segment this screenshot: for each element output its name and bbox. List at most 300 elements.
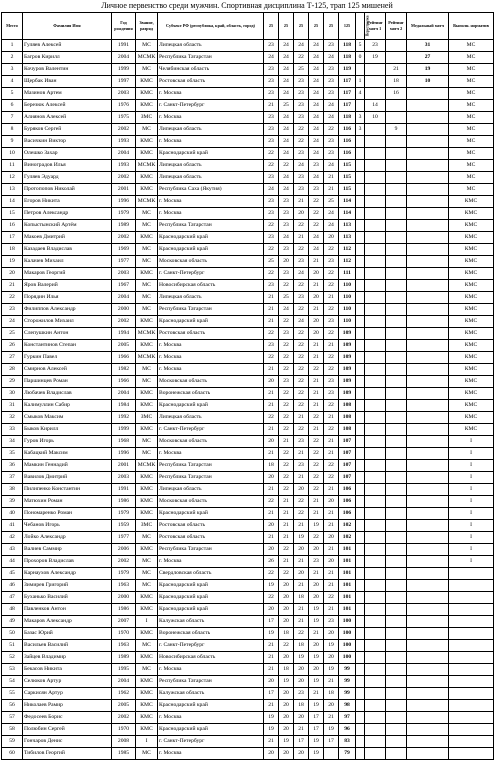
cell-series-2: 22 bbox=[279, 340, 294, 352]
cell-shootoff bbox=[356, 676, 365, 688]
cell-series-5: 20 bbox=[324, 532, 339, 544]
cell-series-1: 23 bbox=[264, 208, 279, 220]
cell-series-5: 24 bbox=[324, 112, 339, 124]
cell-medal-match bbox=[407, 196, 449, 208]
cell-norm bbox=[449, 676, 494, 688]
cell-shootoff bbox=[356, 400, 365, 412]
cell-rating-match-2 bbox=[386, 112, 407, 124]
cell-shootoff bbox=[356, 700, 365, 712]
cell-rating-match-2 bbox=[386, 520, 407, 532]
cell-year: 1968 bbox=[112, 436, 136, 448]
cell-total: 106 bbox=[339, 508, 356, 520]
cell-rank: МС bbox=[136, 292, 158, 304]
table-row bbox=[2, 688, 494, 700]
cell-rank: КМС bbox=[136, 508, 158, 520]
cell-rating-match-1 bbox=[365, 472, 386, 484]
cell-rank: МСМК bbox=[136, 52, 158, 64]
cell-rank: МС bbox=[136, 280, 158, 292]
cell-series-1: 19 bbox=[264, 712, 279, 724]
cell-series-3: 20 bbox=[294, 568, 309, 580]
cell-norm bbox=[449, 640, 494, 652]
cell-series-3: 22 bbox=[294, 424, 309, 436]
cell-rank: КМС bbox=[136, 700, 158, 712]
cell-total: 109 bbox=[339, 352, 356, 364]
cell-norm: МС bbox=[449, 88, 494, 100]
cell-total: 115 bbox=[339, 184, 356, 196]
cell-total: 117 bbox=[339, 76, 356, 88]
cell-series-2: 24 bbox=[279, 88, 294, 100]
cell-series-3: 20 bbox=[294, 544, 309, 556]
cell-shootoff bbox=[356, 256, 365, 268]
table-row bbox=[2, 412, 494, 424]
cell-year: 1993 bbox=[112, 136, 136, 148]
cell-series-4: 21 bbox=[309, 340, 324, 352]
cell-rank: МС bbox=[136, 220, 158, 232]
cell-shootoff bbox=[356, 604, 365, 616]
cell-norm bbox=[449, 748, 494, 760]
cell-series-4: 21 bbox=[309, 568, 324, 580]
table-row bbox=[2, 400, 494, 412]
cell-year: 1977 bbox=[112, 256, 136, 268]
cell-rating-match-2 bbox=[386, 268, 407, 280]
table-row bbox=[2, 700, 494, 712]
cell-series-1: 19 bbox=[264, 724, 279, 736]
cell-rank: МСМК bbox=[136, 352, 158, 364]
cell-series-3: 21 bbox=[294, 604, 309, 616]
cell-region: Краснодарский край bbox=[158, 508, 264, 520]
cell-name: Виноградов Илья bbox=[23, 160, 112, 172]
cell-series-5: 21 bbox=[324, 712, 339, 724]
cell-norm: I bbox=[449, 496, 494, 508]
cell-total: 101 bbox=[339, 592, 356, 604]
cell-series-1: 21 bbox=[264, 304, 279, 316]
cell-rating-match-1 bbox=[365, 748, 386, 760]
cell-series-5: 21 bbox=[324, 568, 339, 580]
table-row bbox=[2, 568, 494, 580]
cell-norm: МС bbox=[449, 184, 494, 196]
cell-shootoff bbox=[356, 376, 365, 388]
cell-norm: КМС bbox=[449, 388, 494, 400]
cell-rating-match-2 bbox=[386, 556, 407, 568]
cell-region: Краснодарский край bbox=[158, 232, 264, 244]
cell-medal-match bbox=[407, 412, 449, 424]
cell-region: Республика Татарстан bbox=[158, 304, 264, 316]
cell-series-2: 22 bbox=[279, 424, 294, 436]
cell-region: Липецкая область bbox=[158, 124, 264, 136]
cell-total: 109 bbox=[339, 364, 356, 376]
cell-place: 36 bbox=[2, 460, 23, 472]
cell-region: Ростовская область bbox=[158, 76, 264, 88]
cell-series-1: 17 bbox=[264, 688, 279, 700]
cell-series-5: 21 bbox=[324, 520, 339, 532]
cell-rank: КМС bbox=[136, 148, 158, 160]
cell-total: 118 bbox=[339, 52, 356, 64]
cell-region: Свердловская область bbox=[158, 568, 264, 580]
table-row bbox=[2, 448, 494, 460]
cell-rating-match-1 bbox=[365, 412, 386, 424]
table-row bbox=[2, 676, 494, 688]
cell-medal-match bbox=[407, 172, 449, 184]
cell-region: Московская область bbox=[158, 256, 264, 268]
cell-year: 1975 bbox=[112, 112, 136, 124]
cell-series-4: 22 bbox=[309, 448, 324, 460]
cell-total: 106 bbox=[339, 484, 356, 496]
cell-series-1: 23 bbox=[264, 136, 279, 148]
cell-series-1: 21 bbox=[264, 736, 279, 748]
table-row bbox=[2, 268, 494, 280]
table-row bbox=[2, 436, 494, 448]
cell-name: Пилипенко Константин bbox=[23, 484, 112, 496]
cell-series-2: 20 bbox=[279, 724, 294, 736]
cell-rating-match-1 bbox=[365, 172, 386, 184]
cell-rank: МС bbox=[136, 580, 158, 592]
cell-series-4: 19 bbox=[309, 748, 324, 760]
cell-region: Краснодарский край bbox=[158, 700, 264, 712]
cell-place: 39 bbox=[2, 496, 23, 508]
cell-rating-match-1 bbox=[365, 124, 386, 136]
cell-rating-match-1 bbox=[365, 628, 386, 640]
cell-shootoff bbox=[356, 316, 365, 328]
cell-region: Краснодарский край bbox=[158, 316, 264, 328]
cell-region: г. Москва bbox=[158, 88, 264, 100]
cell-medal-match bbox=[407, 688, 449, 700]
cell-shootoff: 1 bbox=[356, 76, 365, 88]
cell-series-2: 22 bbox=[279, 316, 294, 328]
cell-rank: МС bbox=[136, 64, 158, 76]
cell-region: Воронежская область bbox=[158, 388, 264, 400]
cell-series-4: 22 bbox=[309, 364, 324, 376]
cell-norm bbox=[449, 568, 494, 580]
cell-rank: КМС bbox=[136, 724, 158, 736]
cell-total: 115 bbox=[339, 160, 356, 172]
cell-series-2: 20 bbox=[279, 592, 294, 604]
cell-rating-match-2 bbox=[386, 352, 407, 364]
cell-series-1: 21 bbox=[264, 700, 279, 712]
cell-rating-match-1 bbox=[365, 232, 386, 244]
cell-medal-match bbox=[407, 184, 449, 196]
cell-medal-match bbox=[407, 292, 449, 304]
cell-series-4: 21 bbox=[309, 388, 324, 400]
table-row bbox=[2, 388, 494, 400]
cell-place: 13 bbox=[2, 184, 23, 196]
cell-series-2: 24 bbox=[279, 40, 294, 52]
cell-rating-match-1 bbox=[365, 328, 386, 340]
cell-series-2: 23 bbox=[279, 244, 294, 256]
cell-norm: I bbox=[449, 472, 494, 484]
cell-series-4: 24 bbox=[309, 100, 324, 112]
cell-total: 109 bbox=[339, 328, 356, 340]
cell-name: Федосеев Борис bbox=[23, 712, 112, 724]
cell-shootoff bbox=[356, 496, 365, 508]
cell-series-1: 22 bbox=[264, 568, 279, 580]
cell-medal-match bbox=[407, 460, 449, 472]
cell-series-4: 24 bbox=[309, 232, 324, 244]
cell-year: 2003 bbox=[112, 268, 136, 280]
cell-rating-match-2 bbox=[386, 220, 407, 232]
cell-series-4: 22 bbox=[309, 472, 324, 484]
cell-name: Карнаухов Александр bbox=[23, 568, 112, 580]
cell-series-3: 24 bbox=[294, 40, 309, 52]
cell-rating-match-1 bbox=[365, 364, 386, 376]
cell-rank: МСМК bbox=[136, 196, 158, 208]
cell-series-2: 21 bbox=[279, 556, 294, 568]
cell-series-5: 22 bbox=[324, 280, 339, 292]
cell-region: Новосибирская область bbox=[158, 652, 264, 664]
cell-region: Республика Татарстан bbox=[158, 460, 264, 472]
cell-place: 35 bbox=[2, 448, 23, 460]
cell-region: г. Москва bbox=[158, 196, 264, 208]
cell-name: Протопопов Николай bbox=[23, 184, 112, 196]
cell-rank: КМС bbox=[136, 424, 158, 436]
table-row bbox=[2, 532, 494, 544]
cell-series-3: 23 bbox=[294, 148, 309, 160]
cell-total: 110 bbox=[339, 316, 356, 328]
cell-series-4: 21 bbox=[309, 496, 324, 508]
cell-rating-match-1: 23 bbox=[365, 40, 386, 52]
cell-rating-match-1 bbox=[365, 580, 386, 592]
cell-shootoff bbox=[356, 304, 365, 316]
table-row bbox=[2, 160, 494, 172]
cell-place: 33 bbox=[2, 424, 23, 436]
cell-series-1: 17 bbox=[264, 616, 279, 628]
cell-series-1: 18 bbox=[264, 460, 279, 472]
cell-series-2: 20 bbox=[279, 700, 294, 712]
cell-year: 1976 bbox=[112, 100, 136, 112]
cell-year: 1966 bbox=[112, 376, 136, 388]
cell-medal-match bbox=[407, 304, 449, 316]
cell-region: Республика Татарстан bbox=[158, 544, 264, 556]
cell-rating-match-1 bbox=[365, 316, 386, 328]
cell-norm bbox=[449, 700, 494, 712]
cell-year: 1994 bbox=[112, 328, 136, 340]
cell-series-1: 21 bbox=[264, 640, 279, 652]
cell-shootoff bbox=[356, 448, 365, 460]
cell-name: Порядин Илья bbox=[23, 292, 112, 304]
cell-year: 1967 bbox=[112, 280, 136, 292]
cell-region: Ростовская область bbox=[158, 328, 264, 340]
cell-name: Базас Юрий bbox=[23, 628, 112, 640]
cell-name: Пономаренко Роман bbox=[23, 508, 112, 520]
cell-rating-match-1 bbox=[365, 148, 386, 160]
cell-medal-match bbox=[407, 520, 449, 532]
cell-place: 27 bbox=[2, 352, 23, 364]
cell-place: 23 bbox=[2, 304, 23, 316]
cell-region: Краснодарский край bbox=[158, 592, 264, 604]
cell-medal-match bbox=[407, 736, 449, 748]
cell-rating-match-2 bbox=[386, 136, 407, 148]
cell-total: 108 bbox=[339, 412, 356, 424]
cell-total: 108 bbox=[339, 424, 356, 436]
cell-series-3: 24 bbox=[294, 316, 309, 328]
cell-place: 55 bbox=[2, 688, 23, 700]
cell-shootoff bbox=[356, 172, 365, 184]
cell-series-4: 23 bbox=[309, 556, 324, 568]
cell-medal-match bbox=[407, 436, 449, 448]
table-row bbox=[2, 244, 494, 256]
cell-rank: МСМК bbox=[136, 160, 158, 172]
cell-rating-match-2 bbox=[386, 388, 407, 400]
cell-series-2: 19 bbox=[279, 736, 294, 748]
cell-norm: КМС bbox=[449, 280, 494, 292]
cell-series-5 bbox=[324, 748, 339, 760]
cell-rating-match-2 bbox=[386, 424, 407, 436]
table-row bbox=[2, 112, 494, 124]
cell-rating-match-2 bbox=[386, 148, 407, 160]
cell-series-3: 19 bbox=[294, 532, 309, 544]
cell-series-3: 21 bbox=[294, 472, 309, 484]
cell-rating-match-1: 19 bbox=[365, 52, 386, 64]
cell-series-2: 20 bbox=[279, 652, 294, 664]
cell-rating-match-2 bbox=[386, 328, 407, 340]
cell-name: Гуляев Эдуард bbox=[23, 172, 112, 184]
cell-series-5: 22 bbox=[324, 352, 339, 364]
cell-series-4: 17 bbox=[309, 712, 324, 724]
cell-name: Васичкин Виктор bbox=[23, 136, 112, 148]
cell-series-1: 23 bbox=[264, 280, 279, 292]
cell-series-5: 22 bbox=[324, 328, 339, 340]
table-row bbox=[2, 580, 494, 592]
cell-shootoff bbox=[356, 148, 365, 160]
cell-series-3: 22 bbox=[294, 52, 309, 64]
cell-region: г. Москва bbox=[158, 136, 264, 148]
cell-medal-match bbox=[407, 628, 449, 640]
cell-series-3: 21 bbox=[294, 448, 309, 460]
cell-rating-match-2 bbox=[386, 412, 407, 424]
cell-series-4: 20 bbox=[309, 544, 324, 556]
cell-medal-match: 27 bbox=[407, 52, 449, 64]
cell-region: г. Москва bbox=[158, 340, 264, 352]
cell-rating-match-1 bbox=[365, 724, 386, 736]
cell-rating-match-1 bbox=[365, 700, 386, 712]
table-row bbox=[2, 496, 494, 508]
cell-total: 109 bbox=[339, 376, 356, 388]
cell-rank: МС bbox=[136, 568, 158, 580]
cell-shootoff bbox=[356, 664, 365, 676]
cell-series-4: 22 bbox=[309, 220, 324, 232]
cell-norm: I bbox=[449, 532, 494, 544]
cell-rating-match-2 bbox=[386, 172, 407, 184]
cell-series-2: 22 bbox=[279, 352, 294, 364]
cell-total: 114 bbox=[339, 196, 356, 208]
cell-name: Смыков Максим bbox=[23, 412, 112, 424]
cell-series-3: 20 bbox=[294, 676, 309, 688]
cell-rank: МС bbox=[136, 364, 158, 376]
cell-place: 15 bbox=[2, 208, 23, 220]
cell-series-3: 23 bbox=[294, 256, 309, 268]
header-series-3: 25 bbox=[294, 13, 309, 40]
cell-shootoff bbox=[356, 352, 365, 364]
cell-year: 2004 bbox=[112, 388, 136, 400]
cell-medal-match bbox=[407, 676, 449, 688]
cell-norm: КМС bbox=[449, 340, 494, 352]
cell-year: 1963 bbox=[112, 640, 136, 652]
cell-series-2: 23 bbox=[279, 208, 294, 220]
cell-rating-match-1 bbox=[365, 652, 386, 664]
cell-series-1: 21 bbox=[264, 508, 279, 520]
cell-norm: I bbox=[449, 484, 494, 496]
cell-series-3: 21 bbox=[294, 580, 309, 592]
header-series-5: 25 bbox=[324, 13, 339, 40]
cell-rating-match-2 bbox=[386, 664, 407, 676]
cell-name: Макаров Александр bbox=[23, 616, 112, 628]
cell-year: 1995 bbox=[112, 664, 136, 676]
cell-name: Саркисян Артур bbox=[23, 688, 112, 700]
cell-series-3: 22 bbox=[294, 364, 309, 376]
cell-year: 2004 bbox=[112, 52, 136, 64]
cell-series-2: 21 bbox=[279, 496, 294, 508]
cell-series-4: 24 bbox=[309, 124, 324, 136]
cell-series-1: 21 bbox=[264, 100, 279, 112]
cell-rating-match-2 bbox=[386, 184, 407, 196]
cell-place: 56 bbox=[2, 700, 23, 712]
cell-series-2: 22 bbox=[279, 544, 294, 556]
cell-rating-match-1 bbox=[365, 376, 386, 388]
cell-name: Полюбин Сергей bbox=[23, 724, 112, 736]
table-row bbox=[2, 76, 494, 88]
cell-series-2: 23 bbox=[279, 220, 294, 232]
cell-rating-match-2 bbox=[386, 496, 407, 508]
cell-rank: МС bbox=[136, 436, 158, 448]
cell-series-1: 23 bbox=[264, 64, 279, 76]
cell-year: 1986 bbox=[112, 604, 136, 616]
cell-series-3: 23 bbox=[294, 184, 309, 196]
cell-series-5: 20 bbox=[324, 556, 339, 568]
cell-series-1: 20 bbox=[264, 376, 279, 388]
cell-series-4: 21 bbox=[309, 628, 324, 640]
cell-name: Васильев Василий bbox=[23, 640, 112, 652]
cell-rating-match-2 bbox=[386, 400, 407, 412]
cell-series-1: 22 bbox=[264, 352, 279, 364]
cell-year: 1979 bbox=[112, 208, 136, 220]
cell-rating-match-1 bbox=[365, 184, 386, 196]
cell-series-4: 19 bbox=[309, 652, 324, 664]
cell-series-1: 22 bbox=[264, 592, 279, 604]
cell-region: Краснодарский край bbox=[158, 580, 264, 592]
table-row bbox=[2, 232, 494, 244]
cell-series-5: 23 bbox=[324, 616, 339, 628]
table-row bbox=[2, 592, 494, 604]
cell-series-4: 21 bbox=[309, 352, 324, 364]
table-row bbox=[2, 628, 494, 640]
cell-year: 1962 bbox=[112, 688, 136, 700]
table-row bbox=[2, 748, 494, 760]
header-shootoff-label: Перестрелка bbox=[365, 15, 370, 37]
cell-place: 20 bbox=[2, 268, 23, 280]
cell-series-3: 22 bbox=[294, 376, 309, 388]
cell-rating-match-1 bbox=[365, 688, 386, 700]
cell-rating-match-1 bbox=[365, 196, 386, 208]
cell-norm bbox=[449, 652, 494, 664]
cell-medal-match bbox=[407, 700, 449, 712]
cell-series-2: 22 bbox=[279, 400, 294, 412]
cell-place: 24 bbox=[2, 316, 23, 328]
cell-rank: КМС bbox=[136, 268, 158, 280]
cell-rank: МС bbox=[136, 556, 158, 568]
cell-series-1: 22 bbox=[264, 244, 279, 256]
cell-year: 2002 bbox=[112, 232, 136, 244]
cell-year: 1966 bbox=[112, 352, 136, 364]
cell-year: 1970 bbox=[112, 628, 136, 640]
cell-series-1: 22 bbox=[264, 268, 279, 280]
cell-name: Прохоров Владислав bbox=[23, 556, 112, 568]
table-row bbox=[2, 88, 494, 100]
cell-norm: I bbox=[449, 556, 494, 568]
header-series-4: 25 bbox=[309, 13, 324, 40]
cell-series-5: 22 bbox=[324, 460, 339, 472]
cell-shootoff: 0 bbox=[356, 52, 365, 64]
cell-region: Московская область bbox=[158, 496, 264, 508]
cell-year: 1993 bbox=[112, 160, 136, 172]
